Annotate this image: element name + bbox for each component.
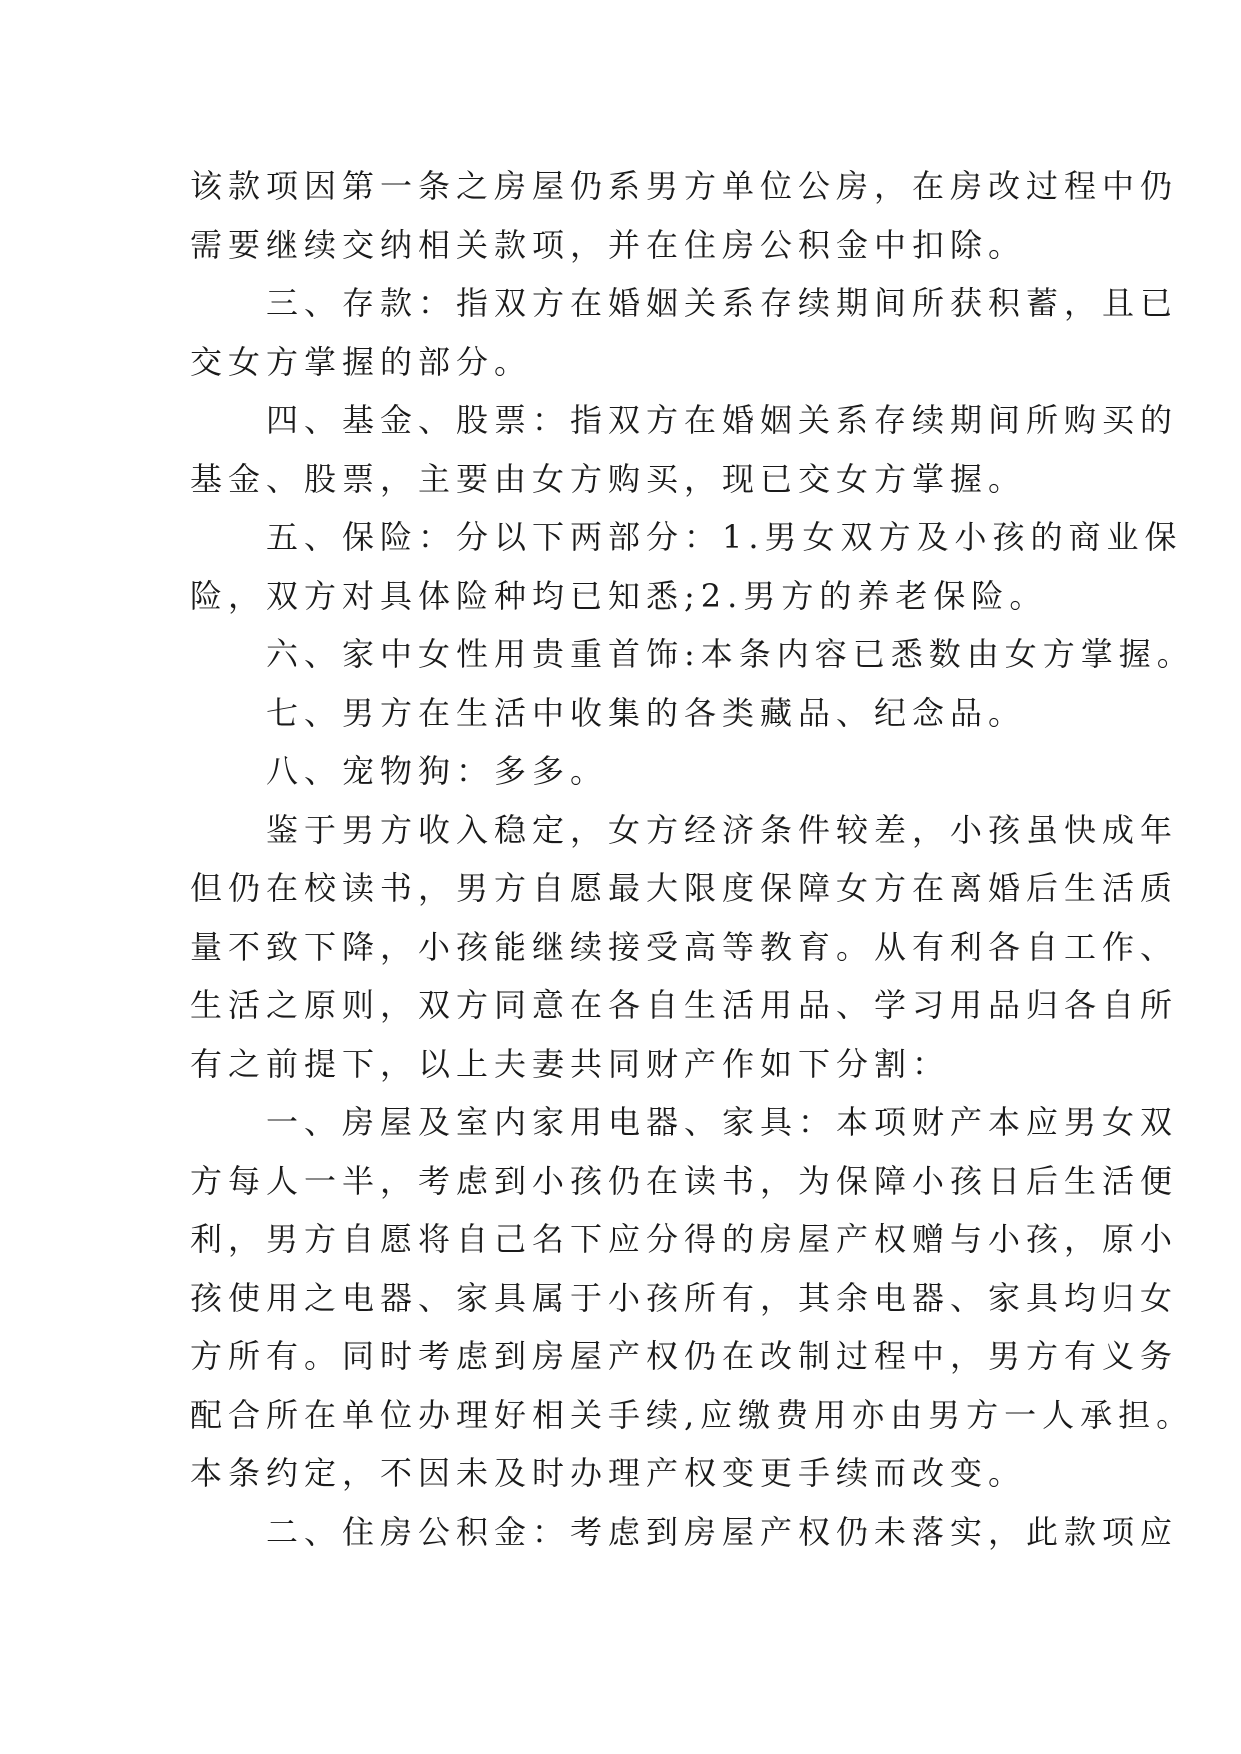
text-line-18: 方每人一半，考虑到小孩仍在读书，为保障小孩日后生活便 xyxy=(190,1161,1179,1200)
text-line-10: 七、男方在生活中收集的各类藏品、纪念品。 xyxy=(190,693,1027,732)
text-line-12: 鉴于男方收入稳定，女方经济条件较差，小孩虽快成年 xyxy=(190,810,1179,849)
text-line-15: 生活之原则，双方同意在各自生活用品、学习用品归各自所 xyxy=(190,986,1179,1024)
text-line-13: 但仍在校读书，男方自愿最大限度保障女方在离婚后生活质 xyxy=(190,869,1179,907)
text-line-16: 有之前提下，以上夫妻共同财产作如下分割： xyxy=(190,1044,951,1083)
text-line-23: 本条约定，不因未及时办理产权变更手续而改变。 xyxy=(190,1454,1027,1492)
text-line-21: 方所有。同时考虑到房屋产权仍在改制过程中，男方有义务 xyxy=(190,1337,1179,1375)
text-line-14: 量不致下降，小孩能继续接受高等教育。从有利各自工作、 xyxy=(190,927,1179,966)
document-body xyxy=(190,157,1195,1561)
text-line-1: 该款项因第一条之房屋仍系男方单位公房，在房改过程中仍 xyxy=(190,167,1179,205)
text-line-17: 一、房屋及室内家用电器、家具：本项财产本应男女双 xyxy=(190,1103,1179,1141)
text-line-2: 需要继续交纳相关款项，并在住房公积金中扣除。 xyxy=(190,225,1027,264)
text-line-20: 孩使用之电器、家具属于小孩所有，其余电器、家具均归女 xyxy=(190,1278,1179,1317)
text-line-5: 四、基金、股票：指双方在婚姻关系存续期间所购买的 xyxy=(190,401,1179,439)
text-line-9: 六、家中女性用贵重首饰:本条内容已悉数由女方掌握。 xyxy=(190,635,1195,673)
text-line-24: 二、住房公积金：考虑到房屋产权仍未落实，此款项应 xyxy=(190,1512,1179,1551)
text-line-19: 利，男方自愿将自己名下应分得的房屋产权赠与小孩，原小 xyxy=(190,1220,1179,1258)
text-line-3: 三、存款：指双方在婚姻关系存续期间所获积蓄，且已 xyxy=(190,284,1179,322)
text-line-4: 交女方掌握的部分。 xyxy=(190,342,533,381)
text-line-22: 配合所在单位办理好相关手续,应缴费用亦由男方一人承担。 xyxy=(190,1395,1195,1434)
text-line-11: 八、宠物狗：多多。 xyxy=(190,752,609,790)
text-line-7: 五、保险：分以下两部分：1.男女双方及小孩的商业保 xyxy=(190,518,1183,556)
text-line-6: 基金、股票，主要由女方购买，现已交女方掌握。 xyxy=(190,459,1027,498)
text-line-8: 险，双方对具体险种均已知悉;2.男方的养老保险。 xyxy=(190,576,1048,615)
